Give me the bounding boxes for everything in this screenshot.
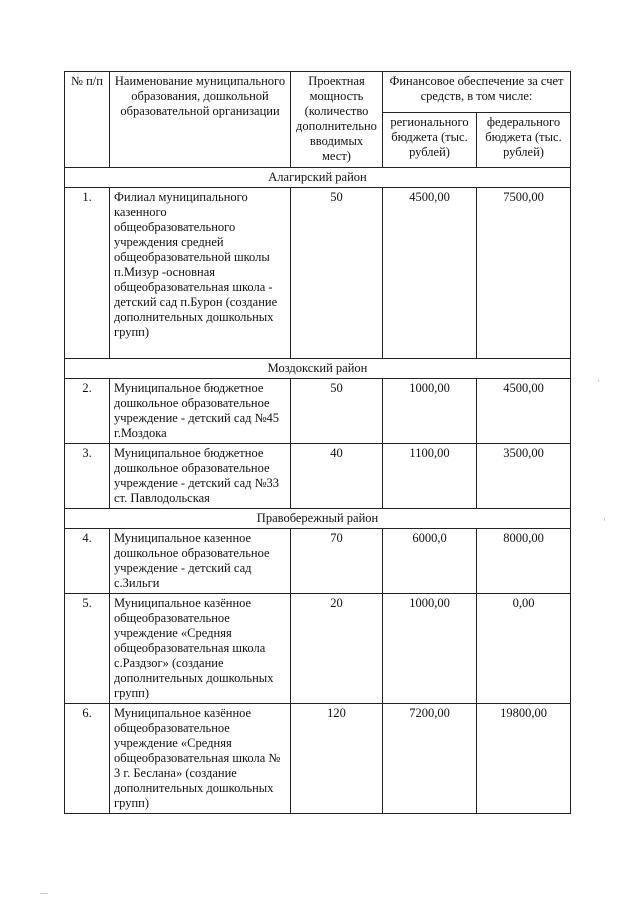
organization-name: Муниципальное бюджетное дошкольное образовательное учреждение - детский сад №33 ст. Павлодольская [110,444,291,509]
table-row [65,529,571,594]
capacity-value: 40 [291,444,383,509]
federal-budget-value: 3500,00 [477,444,571,509]
header-capacity: Проектная мощность (количество дополнительно вводимых мест) [291,72,383,168]
section-title: Правобережный район [65,509,571,529]
row-number: 1. [65,188,110,359]
header-federal: федерального бюджета (тыс. рублей) [477,113,571,168]
regional-budget-value: 1000,00 [383,379,477,444]
header-num: № п/п [65,72,110,168]
organization-name: Муниципальное казенное дошкольное образовательное учреждение - детский сад с.Зильги [110,529,291,594]
regional-budget-value: 6000,0 [383,529,477,594]
organization-name: Муниципальное бюджетное дошкольное образовательное учреждение - детский сад №45 г.Моздока [110,379,291,444]
table-row [65,444,571,509]
row-number: 2. [65,379,110,444]
table-row [65,704,571,814]
table-body [65,168,571,814]
scan-artifact [604,518,605,521]
section-title: Моздокский район [65,359,571,379]
funding-table [64,71,571,814]
organization-name: Муниципальное казённое общеобразовательное учреждение «Средняя общеобразовательная школа с.Раздзог» (создание дополнительных дошкольных групп) [110,594,291,704]
capacity-value: 50 [291,188,383,359]
federal-budget-value: 8000,00 [477,529,571,594]
section-row [65,359,571,379]
regional-budget-value: 4500,00 [383,188,477,359]
capacity-value: 70 [291,529,383,594]
section-row [65,168,571,188]
federal-budget-value: 19800,00 [477,704,571,814]
row-number: 4. [65,529,110,594]
regional-budget-value: 1100,00 [383,444,477,509]
table-row [65,379,571,444]
header-finance: Финансовое обеспечение за счет средств, в том числе: [383,72,571,113]
capacity-value: 20 [291,594,383,704]
table-row [65,594,571,704]
header-name: Наименование муниципального образования, дошкольной образовательной организации [110,72,291,168]
federal-budget-value: 7500,00 [477,188,571,359]
capacity-value: 50 [291,379,383,444]
row-number: 5. [65,594,110,704]
section-row [65,509,571,529]
capacity-value: 120 [291,704,383,814]
row-number: 6. [65,704,110,814]
header-regional: регионального бюджета (тыс. рублей) [383,113,477,168]
scan-artifact [40,893,48,894]
regional-budget-value: 7200,00 [383,704,477,814]
federal-budget-value: 4500,00 [477,379,571,444]
table-row [65,188,571,359]
organization-name: Муниципальное казённое общеобразовательное учреждение «Средняя общеобразовательная школа № 3 г. Беслана» (создание дополнительных дошкольных групп) [110,704,291,814]
organization-name: Филиал муниципального казенного общеобразовательного учреждения средней общеобразовательной школы п.Мизур -основная общеобразовательная школа - детский сад п.Бурон (создание дополнительных дошкольных групп) [110,188,291,359]
federal-budget-value: 0,00 [477,594,571,704]
row-number: 3. [65,444,110,509]
regional-budget-value: 1000,00 [383,594,477,704]
scan-artifact [598,380,599,382]
section-title: Алагирский район [65,168,571,188]
